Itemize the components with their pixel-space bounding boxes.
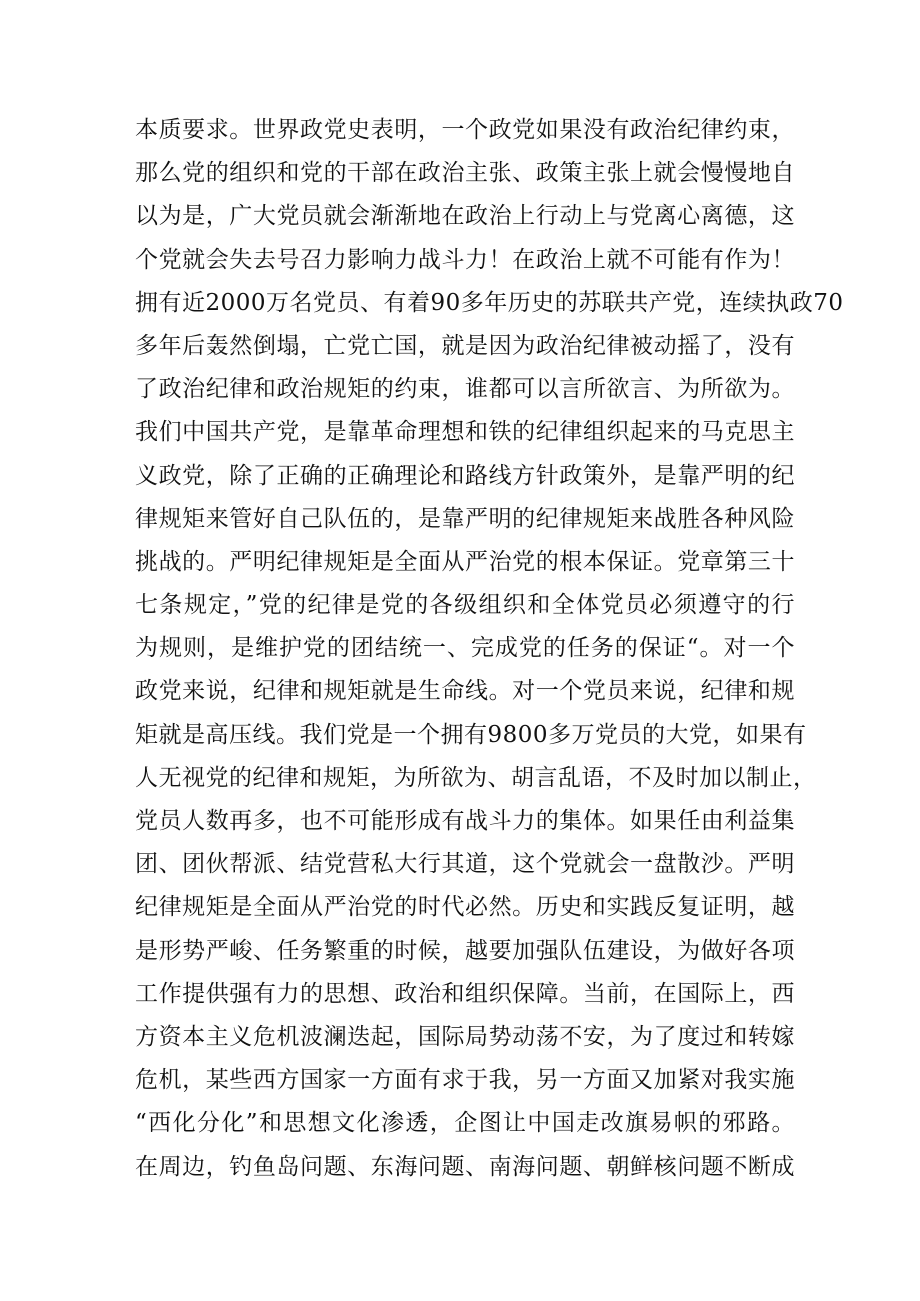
text-line: 以为是，广大党员就会渐渐地在政治上行动上与党离心离德，这 xyxy=(135,203,795,230)
text-line: 律规矩来管好自己队伍的，是靠严明的纪律规矩来战胜各种风险 xyxy=(135,505,795,532)
text-line: 矩就是高压线。我们党是一个拥有9800多万党员的大党，如果有 xyxy=(135,721,807,748)
text-line: 那么党的组织和党的干部在政治主张、政策主张上就会慢慢地自 xyxy=(135,160,795,187)
text-line: 拥有近2000万名党员、有着90多年历史的苏联共产党，连续执政70 xyxy=(135,289,844,316)
text-line: 挑战的。严明纪律规矩是全面从严治党的根本保证。党章第三十 xyxy=(135,548,795,575)
text-line: 团、团伙帮派、结党营私大行其道，这个党就会一盘散沙。严明 xyxy=(135,851,795,878)
text-line: “西化分化”和思想文化渗透，企图让中国走改旗易帜的邪路。 xyxy=(135,1110,795,1137)
text-line: 本质要求。世界政党史表明，一个政党如果没有政治纪律约束， xyxy=(135,117,795,143)
text-line: 政党来说，纪律和规矩就是生命线。对一个党员来说，纪律和规 xyxy=(135,678,795,705)
text-line: 多年后轰然倒塌，亡党亡国，就是因为政治纪律被动摇了，没有 xyxy=(135,332,795,359)
text-line: 在周边，钓鱼岛问题、东海问题、南海问题、朝鲜核问题不断成 xyxy=(135,1153,795,1180)
text-line: 了政治纪律和政治规矩的约束，谁都可以言所欲言、为所欲为。 xyxy=(135,376,795,403)
text-line: 纪律规矩是全面从严治党的时代必然。历史和实践反复证明，越 xyxy=(135,894,795,921)
text-line: 工作提供强有力的思想、政治和组织保障。当前，在国际上，西 xyxy=(135,980,795,1007)
body-text xyxy=(135,109,844,1189)
text-line: 危机，某些西方国家一方面有求于我，另一方面又加紧对我实施 xyxy=(135,1067,795,1094)
text-line: 七条规定，”党的纪律是党的各级组织和全体党员必须遵守的行 xyxy=(135,592,795,619)
text-line: 为规则，是维护党的团结统一、完成党的任务的保证“。对一个 xyxy=(135,635,795,662)
text-line: 个党就会失去号召力影响力战斗力！在政治上就不可能有作为！ xyxy=(135,246,795,273)
text-line: 是形势严峻、任务繁重的时候，越要加强队伍建设，为做好各项 xyxy=(135,937,795,964)
text-line: 方资本主义危机波澜迭起，国际局势动荡不安，为了度过和转嫁 xyxy=(135,1023,795,1050)
text-line: 党员人数再多，也不可能形成有战斗力的集体。如果任由利益集 xyxy=(135,808,795,834)
text-line: 人无视党的纪律和规矩，为所欲为、胡言乱语，不及时加以制止， xyxy=(135,764,817,791)
text-line: 我们中国共产党，是靠革命理想和铁的纪律组织起来的马克思主 xyxy=(135,419,795,446)
text-line: 义政党，除了正确的正确理论和路线方针政策外，是靠严明的纪 xyxy=(135,462,795,489)
